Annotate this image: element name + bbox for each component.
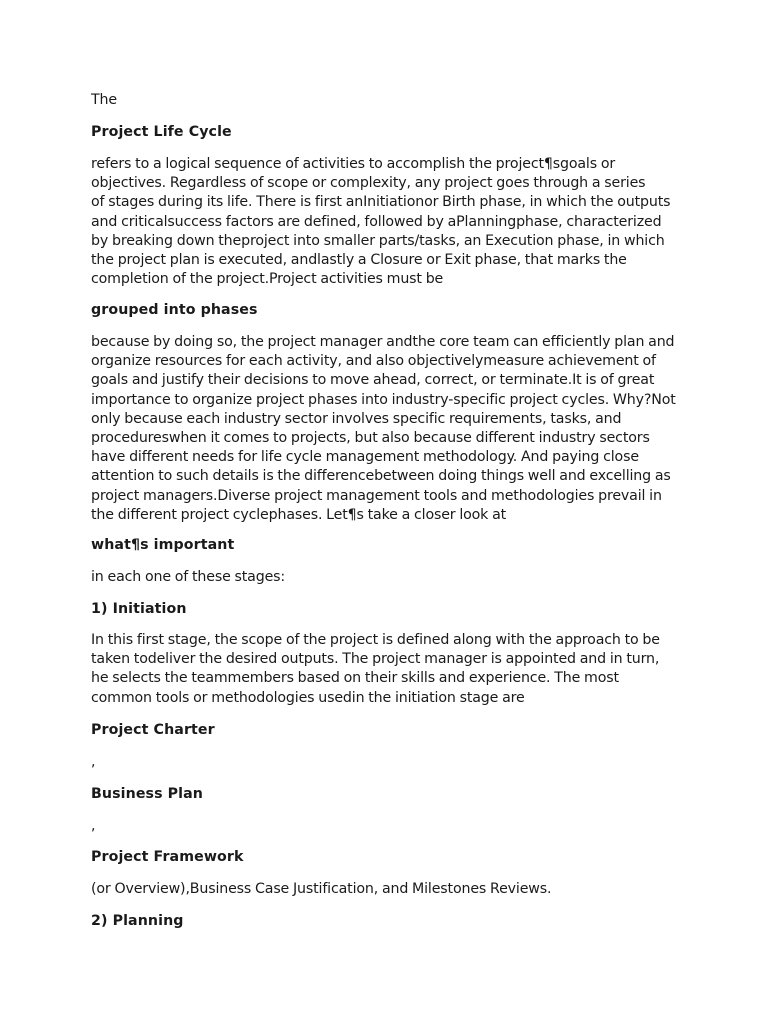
heading-whats-important: what¶s important	[91, 537, 235, 553]
heading-initiation: 1) Initiation	[91, 601, 187, 617]
paragraph-phases: because by doing so, the project manager andthe core team can efficiently plan and organize resources for each activity, and also objectivelymeasure achievement of goals and justify their decisions to move ahead, correct, or terminate.It is of great importance to organize project phases into industry-specific project cycles. Why?Not only because each industry sector involves specific requirements, tasks, and procedureswhen it comes to projects, but also because different industry sectors have different needs for life cycle management methodology. And paying close attention to such details is the differencebetween doing things well and excelling as project managers.Diverse project management tools and methodologies prevail in the different project cyclephases. Let¶s take a closer look at	[91, 334, 676, 523]
comma-separator: ,	[91, 754, 96, 770]
heading-grouped-into-phases: grouped into phases	[91, 302, 258, 318]
paragraph-framework: (or Overview),Business Case Justification, and Milestones Reviews.	[91, 881, 552, 897]
heading-project-life-cycle: Project Life Cycle	[91, 124, 232, 140]
heading-planning: 2) Planning	[91, 913, 184, 929]
heading-project-charter: Project Charter	[91, 722, 215, 738]
heading-project-framework: Project Framework	[91, 849, 244, 865]
paragraph-stages: in each one of these stages:	[91, 569, 286, 585]
heading-business-plan: Business Plan	[91, 786, 204, 802]
paragraph-initiation: In this first stage, the scope of the project is defined along with the approach to be taken todeliver the desired outputs. The project manager is appointed and in turn, he selects the teammembers based on their skills and experience. The most common tools or methodologies usedin the initiation stage are	[91, 632, 660, 706]
intro-text: The	[91, 92, 117, 108]
comma-separator: ,	[91, 818, 96, 834]
paragraph-life-cycle: refers to a logical sequence of activities to accomplish the project¶sgoals or objectives. Regardless of scope or complexity, any project goes through a series of stages during its life. There is first anInitiationor Birth phase, in which the outputs and criticalsuccess factors are defined, followed by aPlanningphase, characterized by breaking down theproject into smaller parts/tasks, an Execution phase, in which the project plan is executed, andlastly a Closure or Exit phase, that marks the completion of the project.Project activities must be	[91, 156, 671, 288]
